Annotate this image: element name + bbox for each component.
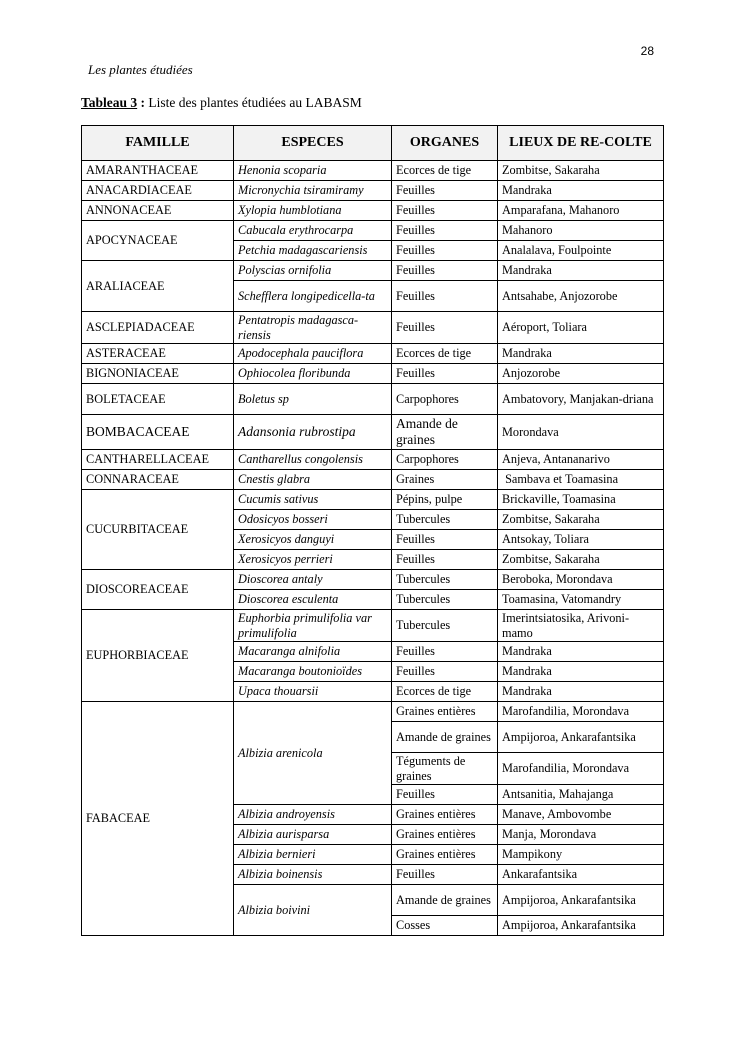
famille-cell: ARALIACEAE bbox=[82, 261, 234, 312]
table-row bbox=[82, 221, 664, 241]
organe-cell: Feuilles bbox=[392, 785, 498, 805]
table-header-row bbox=[82, 126, 664, 161]
espece-cell: Upaca thouarsii bbox=[234, 682, 392, 702]
lieu-cell: Zombitse, Sakaraha bbox=[498, 510, 664, 530]
organe-cell: Graines entières bbox=[392, 825, 498, 845]
header-famille: FAMILLE bbox=[82, 126, 234, 161]
organe-cell: Tubercules bbox=[392, 590, 498, 610]
table-row bbox=[82, 610, 664, 642]
organe-cell: Feuilles bbox=[392, 261, 498, 281]
plants-table bbox=[81, 125, 664, 936]
espece-cell: Odosicyos bosseri bbox=[234, 510, 392, 530]
lieu-cell: Marofandilia, Morondava bbox=[498, 702, 664, 722]
lieu-cell: Marofandilia, Morondava bbox=[498, 753, 664, 785]
organe-cell: Ecorces de tige bbox=[392, 161, 498, 181]
lieu-cell: Antsanitia, Mahajanga bbox=[498, 785, 664, 805]
lieu-cell: Manja, Morondava bbox=[498, 825, 664, 845]
espece-cell: Apodocephala pauciflora bbox=[234, 344, 392, 364]
organe-cell: Feuilles bbox=[392, 312, 498, 344]
table-row bbox=[82, 312, 664, 344]
famille-cell: ANACARDIACEAE bbox=[82, 181, 234, 201]
lieu-cell: Antsahabe, Anjozorobe bbox=[498, 281, 664, 312]
organe-cell: Carpophores bbox=[392, 450, 498, 470]
famille-cell: AMARANTHACEAE bbox=[82, 161, 234, 181]
espece-cell: Boletus sp bbox=[234, 384, 392, 415]
espece-cell: Albizia arenicola bbox=[234, 702, 392, 805]
lieu-cell: Mandraka bbox=[498, 662, 664, 682]
organe-cell: Carpophores bbox=[392, 384, 498, 415]
lieu-cell: Toamasina, Vatomandry bbox=[498, 590, 664, 610]
table-row bbox=[82, 364, 664, 384]
espece-cell: Cucumis sativus bbox=[234, 490, 392, 510]
caption-label: Tableau 3 bbox=[81, 95, 138, 110]
organe-cell: Amande de graines bbox=[392, 722, 498, 753]
organe-cell: Feuilles bbox=[392, 530, 498, 550]
table-row bbox=[82, 181, 664, 201]
famille-cell: ASTERACEAE bbox=[82, 344, 234, 364]
lieu-cell: Ankarafantsika bbox=[498, 865, 664, 885]
espece-cell: Macaranga alnifolia bbox=[234, 642, 392, 662]
espece-cell: Xerosicyos danguyi bbox=[234, 530, 392, 550]
organe-cell: Ecorces de tige bbox=[392, 682, 498, 702]
organe-cell: Téguments de graines bbox=[392, 753, 498, 785]
espece-cell: Xerosicyos perrieri bbox=[234, 550, 392, 570]
famille-cell: ANNONACEAE bbox=[82, 201, 234, 221]
table-row bbox=[82, 384, 664, 415]
organe-cell: Feuilles bbox=[392, 642, 498, 662]
organe-cell: Feuilles bbox=[392, 181, 498, 201]
espece-cell: Xylopia humblotiana bbox=[234, 201, 392, 221]
lieu-cell: Mandraka bbox=[498, 344, 664, 364]
lieu-cell: Morondava bbox=[498, 415, 664, 450]
lieu-cell: Anjozorobe bbox=[498, 364, 664, 384]
lieu-cell: Ambatovory, Manjakan-driana bbox=[498, 384, 664, 415]
caption-text: Liste des plantes étudiées au LABASM bbox=[145, 95, 362, 110]
lieu-cell: Aéroport, Toliara bbox=[498, 312, 664, 344]
espece-cell: Dioscorea esculenta bbox=[234, 590, 392, 610]
organe-cell: Feuilles bbox=[392, 865, 498, 885]
espece-cell: Ophiocolea floribunda bbox=[234, 364, 392, 384]
espece-cell: Albizia boinensis bbox=[234, 865, 392, 885]
famille-cell: EUPHORBIACEAE bbox=[82, 610, 234, 702]
organe-cell: Feuilles bbox=[392, 221, 498, 241]
organe-cell: Graines entières bbox=[392, 702, 498, 722]
espece-cell: Macaranga boutonioïdes bbox=[234, 662, 392, 682]
espece-cell: Albizia androyensis bbox=[234, 805, 392, 825]
organe-cell: Amande de graines bbox=[392, 415, 498, 450]
table-row bbox=[82, 415, 664, 450]
table-row bbox=[82, 344, 664, 364]
organe-cell: Feuilles bbox=[392, 364, 498, 384]
famille-cell: APOCYNACEAE bbox=[82, 221, 234, 261]
header-especes: ESPECES bbox=[234, 126, 392, 161]
espece-cell: Euphorbia primulifolia var primulifolia bbox=[234, 610, 392, 642]
lieu-cell: Mandraka bbox=[498, 682, 664, 702]
table-row bbox=[82, 702, 664, 722]
lieu-cell: Zombitse, Sakaraha bbox=[498, 161, 664, 181]
lieu-cell: Ampijoroa, Ankarafantsika bbox=[498, 885, 664, 916]
lieu-cell: Analalava, Foulpointe bbox=[498, 241, 664, 261]
lieu-cell: Mandraka bbox=[498, 261, 664, 281]
organe-cell: Tubercules bbox=[392, 610, 498, 642]
famille-cell: BIGNONIACEAE bbox=[82, 364, 234, 384]
table-row bbox=[82, 261, 664, 281]
organe-cell: Graines entières bbox=[392, 845, 498, 865]
lieu-cell: Ampijoroa, Ankarafantsika bbox=[498, 722, 664, 753]
organe-cell: Ecorces de tige bbox=[392, 344, 498, 364]
espece-cell: Adansonia rubrostipa bbox=[234, 415, 392, 450]
lieu-cell: Imerintsiatosika, Arivoni-mamo bbox=[498, 610, 664, 642]
famille-cell: BOMBACACEAE bbox=[82, 415, 234, 450]
lieu-cell: Mandraka bbox=[498, 642, 664, 662]
lieu-cell: Mampikony bbox=[498, 845, 664, 865]
espece-cell: Polyscias ornifolia bbox=[234, 261, 392, 281]
table-caption bbox=[81, 95, 362, 111]
espece-cell: Petchia madagascariensis bbox=[234, 241, 392, 261]
header-lieux: LIEUX DE RE-COLTE bbox=[498, 126, 664, 161]
table-row bbox=[82, 450, 664, 470]
header-organes: ORGANES bbox=[392, 126, 498, 161]
organe-cell: Amande de graines bbox=[392, 885, 498, 916]
lieu-cell: Antsokay, Toliara bbox=[498, 530, 664, 550]
espece-cell: Dioscorea antaly bbox=[234, 570, 392, 590]
table-row bbox=[82, 570, 664, 590]
table-row bbox=[82, 490, 664, 510]
organe-cell: Feuilles bbox=[392, 201, 498, 221]
famille-cell: CANTHARELLACEAE bbox=[82, 450, 234, 470]
lieu-cell: Anjeva, Antananarivo bbox=[498, 450, 664, 470]
famille-cell: DIOSCOREACEAE bbox=[82, 570, 234, 610]
organe-cell: Tubercules bbox=[392, 510, 498, 530]
organe-cell: Feuilles bbox=[392, 241, 498, 261]
organe-cell: Tubercules bbox=[392, 570, 498, 590]
lieu-cell: Mahanoro bbox=[498, 221, 664, 241]
lieu-cell: Ampijoroa, Ankarafantsika bbox=[498, 916, 664, 936]
lieu-cell: Manave, Ambovombe bbox=[498, 805, 664, 825]
organe-cell: Pépins, pulpe bbox=[392, 490, 498, 510]
lieu-cell: Mandraka bbox=[498, 181, 664, 201]
table-row bbox=[82, 470, 664, 490]
lieu-cell: Brickaville, Toamasina bbox=[498, 490, 664, 510]
famille-cell: FABACEAE bbox=[82, 702, 234, 936]
espece-cell: Micronychia tsiramiramy bbox=[234, 181, 392, 201]
table-row bbox=[82, 201, 664, 221]
running-head: Les plantes étudiées bbox=[88, 62, 193, 77]
espece-cell: Albizia boivini bbox=[234, 885, 392, 936]
espece-cell: Pentatropis madagasca-riensis bbox=[234, 312, 392, 344]
espece-cell: Cantharellus congolensis bbox=[234, 450, 392, 470]
famille-cell: CUCURBITACEAE bbox=[82, 490, 234, 570]
espece-cell: Albizia bernieri bbox=[234, 845, 392, 865]
lieu-cell: Beroboka, Morondava bbox=[498, 570, 664, 590]
famille-cell: CONNARACEAE bbox=[82, 470, 234, 490]
organe-cell: Feuilles bbox=[392, 662, 498, 682]
organe-cell: Feuilles bbox=[392, 550, 498, 570]
caption-colon: : bbox=[137, 95, 146, 110]
espece-cell: Cnestis glabra bbox=[234, 470, 392, 490]
famille-cell: ASCLEPIADACEAE bbox=[82, 312, 234, 344]
lieu-cell: Zombitse, Sakaraha bbox=[498, 550, 664, 570]
espece-cell: Cabucala erythrocarpa bbox=[234, 221, 392, 241]
organe-cell: Graines entières bbox=[392, 805, 498, 825]
table-row bbox=[82, 161, 664, 181]
organe-cell: Graines bbox=[392, 470, 498, 490]
espece-cell: Henonia scoparia bbox=[234, 161, 392, 181]
espece-cell: Schefflera longipedicella-ta bbox=[234, 281, 392, 312]
organe-cell: Feuilles bbox=[392, 281, 498, 312]
organe-cell: Cosses bbox=[392, 916, 498, 936]
lieu-cell: Amparafana, Mahanoro bbox=[498, 201, 664, 221]
espece-cell: Albizia aurisparsa bbox=[234, 825, 392, 845]
famille-cell: BOLETACEAE bbox=[82, 384, 234, 415]
page-number: 28 bbox=[640, 44, 654, 58]
lieu-cell: Sambava et Toamasina bbox=[498, 470, 664, 490]
